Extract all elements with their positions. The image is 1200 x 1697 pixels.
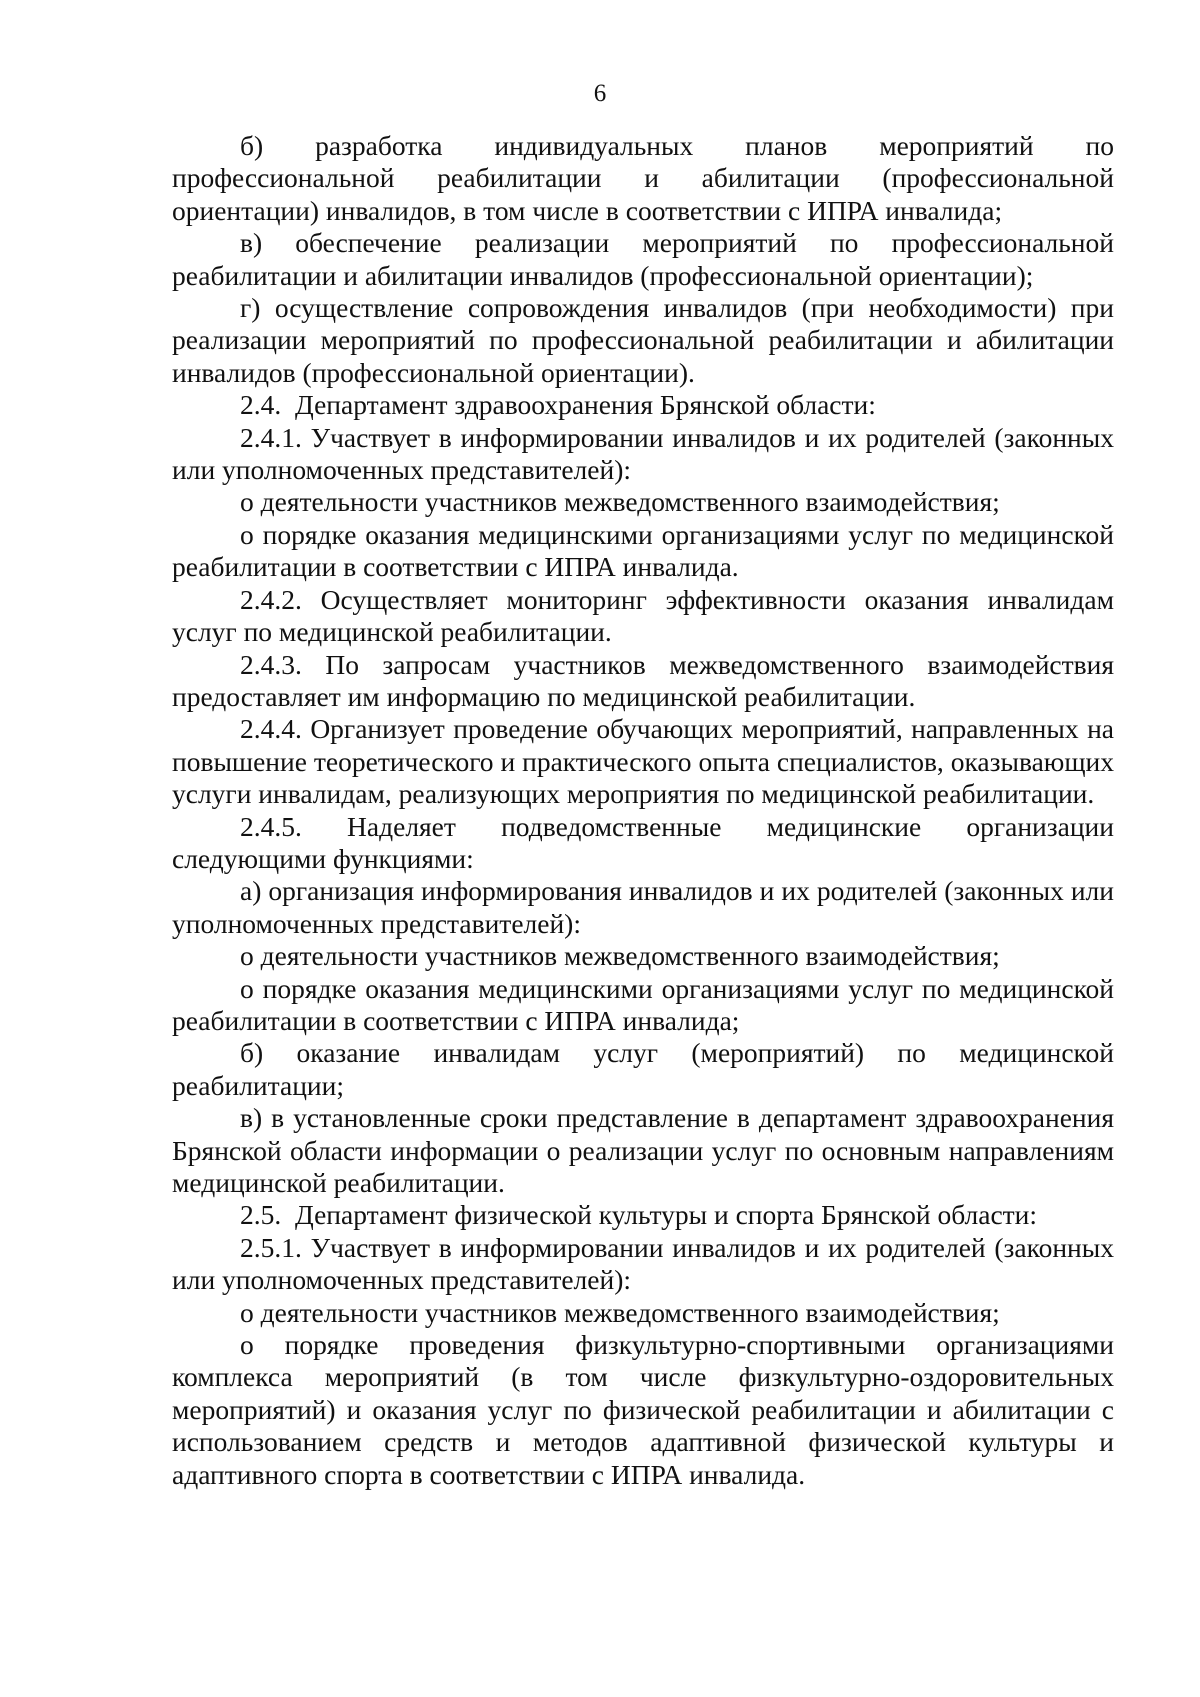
paragraph-v-implementation: в) обеспечение реализации мероприятий по профессиональной реабилитации и абилитации инвалидов (профессиональной ориентации); (172, 227, 1114, 291)
heading-2-4-health-department: 2.4. Департамент здравоохранения Брянской области: (240, 389, 876, 421)
paragraph-2-4-4: 2.4.4. Организует проведение обучающих мероприятий, направленных на повышение теоретического и практического опыта специалистов, оказывающих услуги инвалидам, реализующих мероприятия по медицинской реабилитации. (172, 713, 1114, 810)
page-number: 6 (593, 80, 607, 107)
paragraph-2-4-1-procedure: о порядке оказания медицинскими организациями услуг по медицинской реабилитации в соответствии с ИПРА инвалида. (172, 518, 1114, 583)
paragraph-a-procedure: о порядке оказания медицинскими организациями услуг по медицинской реабилитации в соответствии с ИПРА инвалида; (172, 972, 1114, 1036)
document-body (172, 130, 1114, 1491)
paragraph-2-4-1: 2.4.1. Участвует в информировании инвалидов и их родителей (законных или уполномоченных представителей): (172, 421, 1114, 486)
paragraph-g-support: г) осуществление сопровождения инвалидов (при необходимости) при реализации мероприятий по профессиональной реабилитации и абилитации инвалидов (профессиональной ориентации). (172, 292, 1114, 388)
paragraph-2-4-3: 2.4.3. По запросам участников межведомственного взаимодействия предоставляет им информацию по медицинской реабилитации. (172, 648, 1114, 712)
paragraph-2-4-2: 2.4.2. Осуществляет мониторинг эффективности оказания инвалидам услуг по медицинской реабилитации. (172, 583, 1114, 648)
paragraph-2-5-1-participants: о деятельности участников межведомственного взаимодействия; (240, 1296, 1000, 1328)
paragraph-a-participants: о деятельности участников межведомственного взаимодействия; (240, 940, 1000, 972)
paragraph-2-5-1-procedure: о порядке проведения физкультурно-спортивными организациями комплекса мероприятий (в том числе физкультурно-оздоровительных мероприятий) и оказания услуг по физической реабилитации и абилитации с использованием средств и методов адаптивной физической культуры и адаптивного спорта в соответствии с ИПРА инвалида. (172, 1329, 1114, 1490)
paragraph-v-reporting: в) в установленные сроки представление в департамент здравоохранения Брянской области информации о реализации услуг по основным направлениям медицинской реабилитации. (172, 1102, 1114, 1198)
paragraph-2-4-1-participants: о деятельности участников межведомственного взаимодействия; (240, 486, 1000, 518)
paragraph-2-4-5: 2.4.5. Наделяет подведомственные медицинские организации следующими функциями: (172, 810, 1114, 874)
heading-2-5-sport-department: 2.5. Департамент физической культуры и спорта Брянской области: (240, 1199, 1038, 1231)
paragraph-a-informing: а) организация информирования инвалидов и их родителей (законных или уполномоченных представителей): (172, 875, 1114, 939)
paragraph-b-services: б) оказание инвалидам услуг (мероприятий) по медицинской реабилитации; (172, 1037, 1114, 1101)
paragraph-2-5-1: 2.5.1. Участвует в информировании инвалидов и их родителей (законных или уполномоченных представителей): (172, 1231, 1114, 1296)
paragraph-b-individual-plans: б) разработка индивидуальных планов мероприятий по профессиональной реабилитации и абилитации (профессиональной ориентации) инвалидов, в том числе в соответствии с ИПРА инвалида; (172, 130, 1114, 226)
